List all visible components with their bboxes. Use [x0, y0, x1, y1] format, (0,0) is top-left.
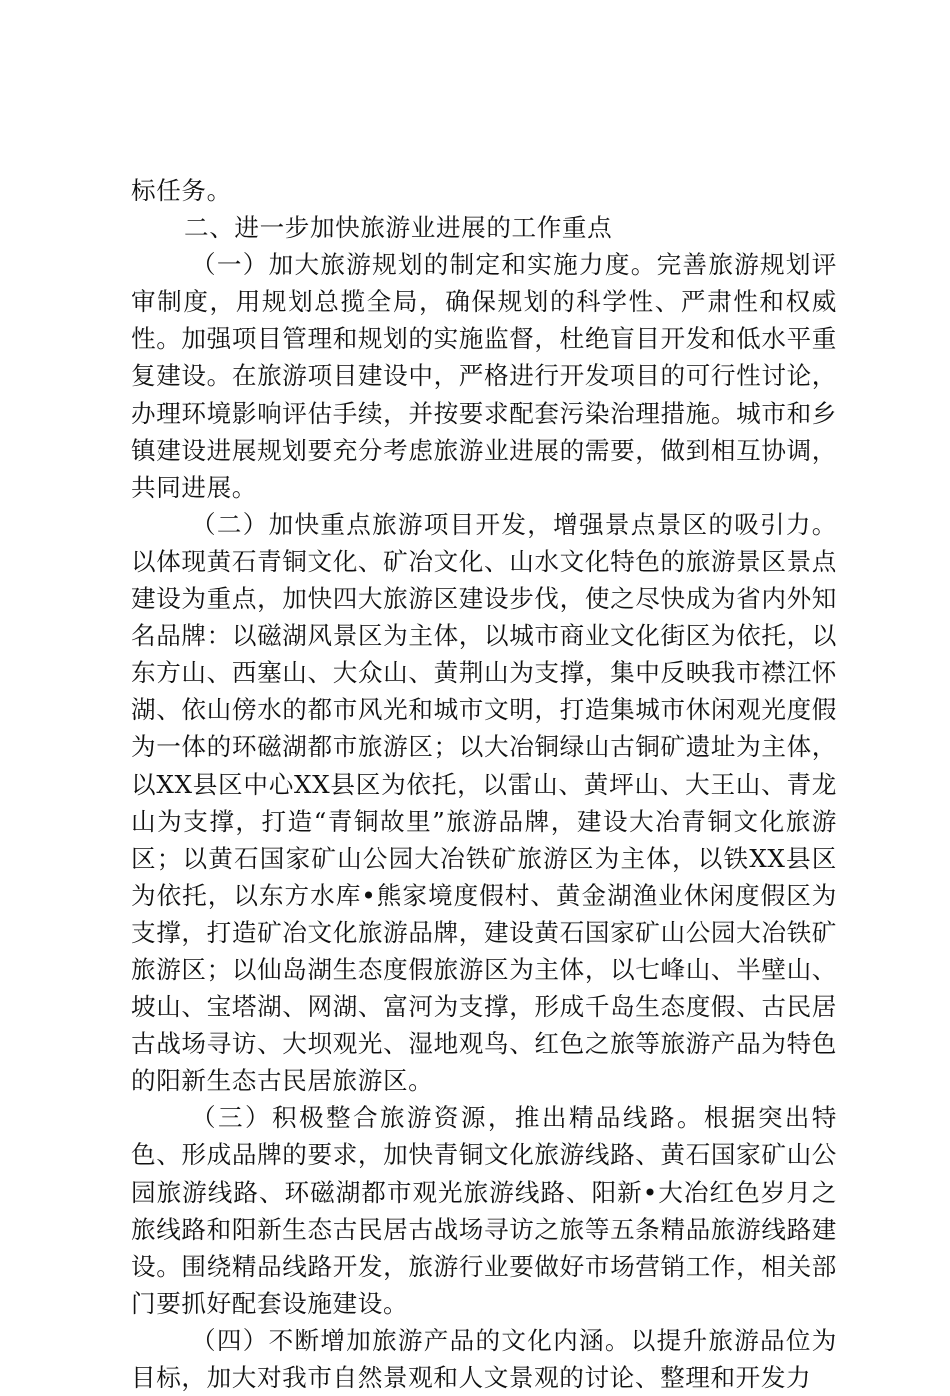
paragraph-item-2: （二）加快重点旅游项目开发，增强景点景区的吸引力。以体现黄石青铜文化、矿冶文化、山水文化特色的旅游景区景点建设为重点，加快四大旅游区建设步伐，使之尽快成为省内外知名品牌：以磁湖风景区为主体，以城市商业文化街区为依托，以东方山、西塞山、大众山、黄荆山为支撑，集中反映我市襟江怀湖、依山傍水的都市风光和城市文明，打造集城市休闲观光度假为一体的环磁湖都市旅游区；以大冶铜绿山古铜矿遗址为主体，以XX县区中心XX县区为依托，以雷山、黄坪山、大王山、青龙山为支撑，打造“青铜故里”旅游品牌，建设大冶青铜文化旅游区；以黄石国家矿山公园大冶铁矿旅游区为主体，以铁XX县区为依托，以东方水库•熊家境度假村、黄金湖渔业休闲度假区为支撑，打造矿冶文化旅游品牌，建设黄石国家矿山公园大冶铁矿旅游区；以仙岛湖生态度假旅游区为主体，以七峰山、半壁山、坡山、宝塔湖、网湖、富河为支撑，形成千岛生态度假、古民居古战场寻访、大坝观光、湿地观鸟、红色之旅等旅游产品为特色的阳新生态古民居旅游区。: [131, 509, 837, 1096]
paragraph-item-4: （四）不断增加旅游产品的文化内涵。以提升旅游品位为目标，加大对我市自然景观和人文景观的讨论、整理和开发力: [131, 1325, 837, 1392]
section-heading: 二、进一步加快旅游业进展的工作重点: [184, 213, 613, 243]
paragraph-continuation: 标任务。: [131, 176, 232, 205]
paragraph-item-1: （一）加大旅游规划的制定和实施力度。完善旅游规划评审制度，用规划总揽全局，确保规划的科学性、严肃性和权威性。加强项目管理和规划的实施监督，杜绝盲目开发和低水平重复建设。在旅游项目建设中，严格进行开发项目的可行性讨论，办理环境影响评估手续，并按要求配套污染治理措施。城市和乡镇建设进展规划要充分考虑旅游业进展的需要，做到相互协调，共同进展。: [131, 250, 837, 502]
document-body: [131, 172, 837, 1396]
paragraph-item-3: （三）积极整合旅游资源，推出精品线路。根据突出特色、形成品牌的要求，加快青铜文化旅游线路、黄石国家矿山公园旅游线路、环磁湖都市观光旅游线路、阳新•大冶红色岁月之旅线路和阳新生态古民居古战场寻访之旅等五条精品旅游线路建设。围绕精品线路开发，旅游行业要做好市场营销工作，相关部门要抓好配套设施建设。: [131, 1103, 837, 1318]
